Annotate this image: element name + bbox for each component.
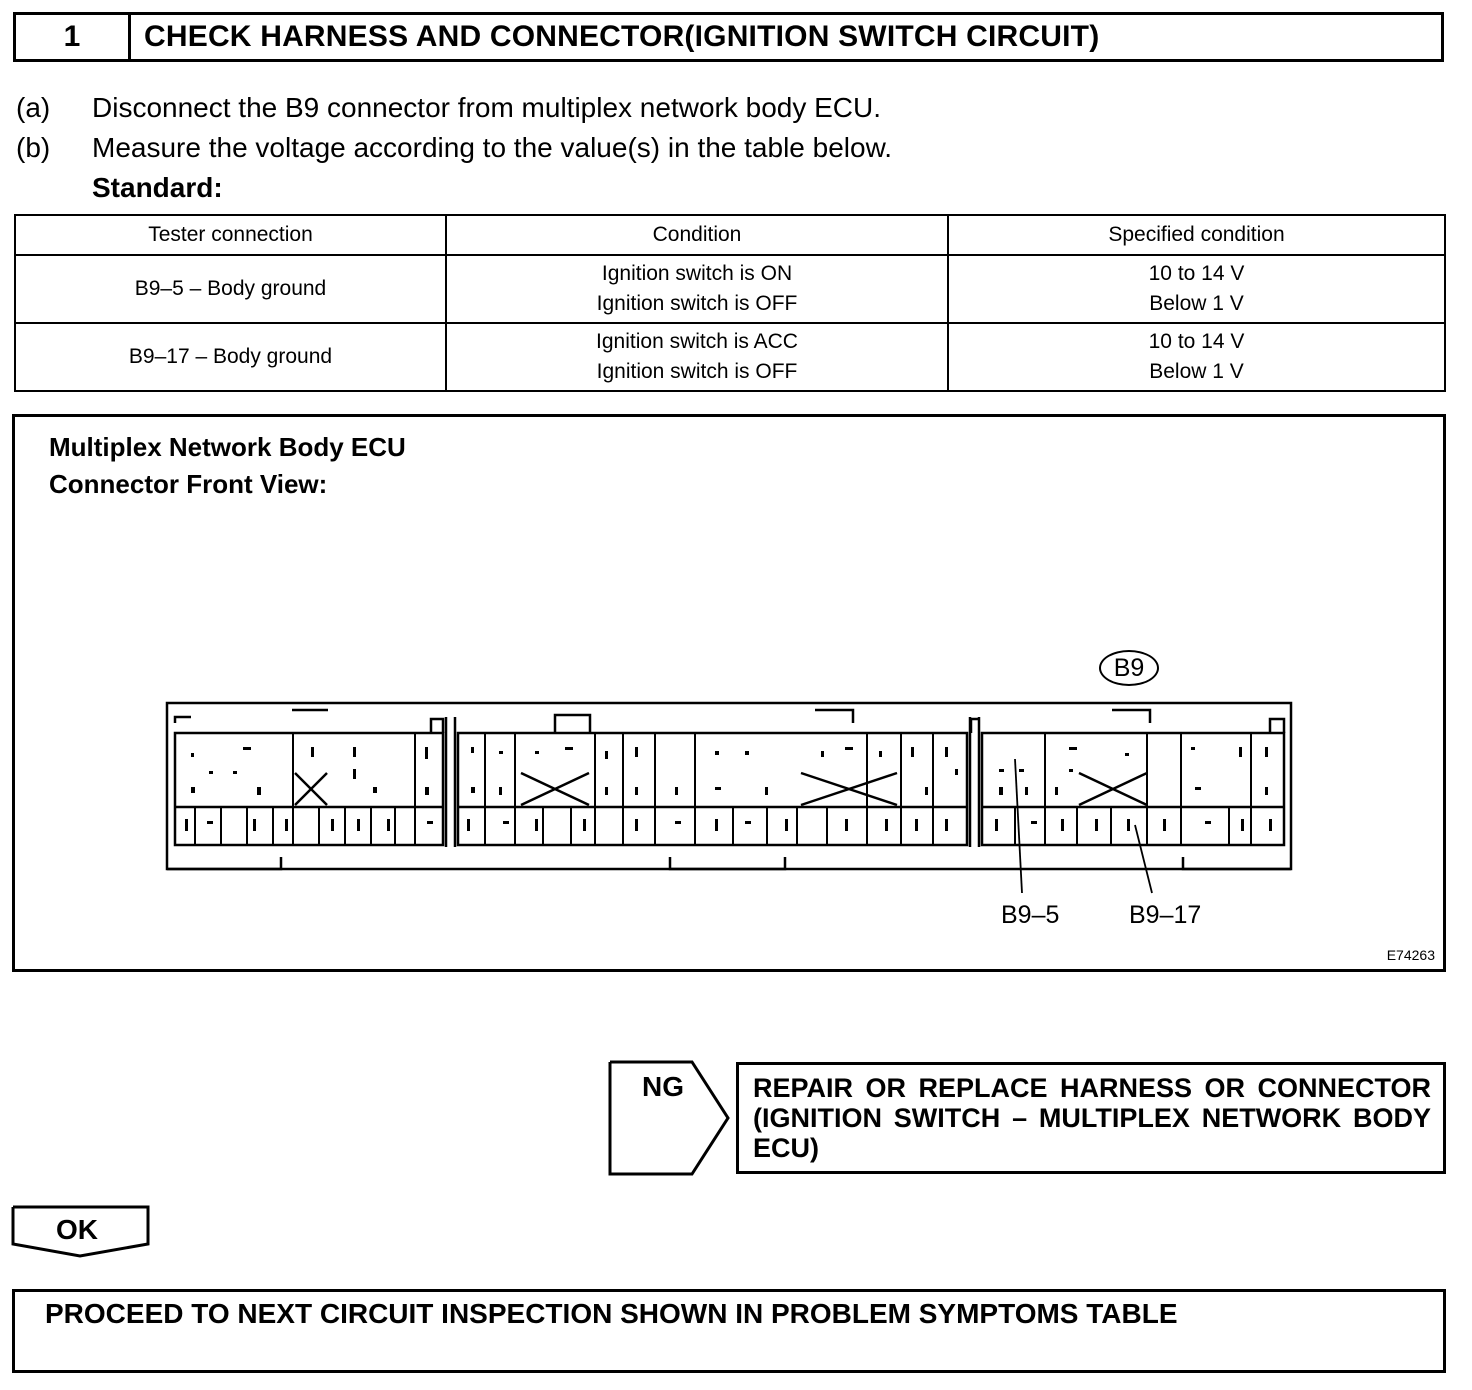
table-cell-spec bbox=[948, 255, 1445, 323]
table-cell-connection: B9–5 – Body ground bbox=[15, 255, 446, 323]
table-cell-condition bbox=[446, 323, 948, 391]
standard-label: Standard: bbox=[92, 172, 223, 203]
pin-label-b9-5: B9–5 bbox=[1001, 901, 1060, 929]
proceed-text: PROCEED TO NEXT CIRCUIT INSPECTION SHOWN IN PROBLEM SYMPTOMS TABLE bbox=[45, 1298, 1178, 1329]
instruction-text: Disconnect the B9 connector from multiplex network body ECU. bbox=[92, 92, 882, 123]
table-header: Condition bbox=[446, 215, 948, 255]
step-title: CHECK HARNESS AND CONNECTOR(IGNITION SWITCH CIRCUIT) bbox=[144, 20, 1100, 53]
table-cell-connection: B9–17 – Body ground bbox=[15, 323, 446, 391]
table-cell-condition bbox=[446, 255, 948, 323]
connector-diagram bbox=[12, 414, 1446, 972]
spec-line: Below 1 V bbox=[1149, 360, 1244, 383]
ok-label: OK bbox=[56, 1214, 98, 1245]
condition-line: Ignition switch is OFF bbox=[596, 292, 798, 315]
figure-id: E74263 bbox=[1386, 947, 1435, 963]
proceed-box bbox=[12, 1289, 1446, 1373]
instruction-label: (a) bbox=[16, 92, 51, 123]
step-number: 1 bbox=[16, 15, 131, 59]
table-row bbox=[15, 323, 1445, 391]
table-cell-spec bbox=[948, 323, 1445, 391]
diagram-title-line: Multiplex Network Body ECU bbox=[49, 432, 406, 462]
connector-drawing bbox=[15, 417, 1443, 969]
condition-line: Ignition switch is OFF bbox=[596, 360, 798, 383]
spec-line: 10 to 14 V bbox=[1148, 330, 1245, 353]
condition-line: Ignition switch is ACC bbox=[596, 330, 798, 353]
instruction-a bbox=[16, 92, 881, 124]
ng-label: NG bbox=[642, 1071, 684, 1102]
instruction-label: (b) bbox=[16, 132, 51, 163]
instruction-b bbox=[16, 132, 892, 164]
spec-line: Below 1 V bbox=[1149, 292, 1244, 315]
spec-table bbox=[14, 214, 1446, 392]
ng-action-box bbox=[736, 1062, 1446, 1174]
table-row bbox=[15, 255, 1445, 323]
table-header-row bbox=[15, 215, 1445, 255]
table-header: Specified condition bbox=[948, 215, 1445, 255]
connector-ref-badge: B9 bbox=[1099, 650, 1159, 686]
ng-action-text: REPAIR OR REPLACE HARNESS OR CONNECTOR (IGNITION SWITCH – MULTIPLEX NETWORK BODY ECU) bbox=[753, 1073, 1431, 1163]
diagram-title-line: Connector Front View: bbox=[49, 469, 328, 499]
spec-line: 10 to 14 V bbox=[1148, 262, 1245, 285]
step-header bbox=[13, 12, 1444, 62]
condition-line: Ignition switch is ON bbox=[601, 262, 793, 285]
table-header: Tester connection bbox=[15, 215, 446, 255]
instruction-text: Measure the voltage according to the value(s) in the table below. bbox=[92, 132, 893, 163]
pin-label-b9-17: B9–17 bbox=[1129, 901, 1202, 929]
